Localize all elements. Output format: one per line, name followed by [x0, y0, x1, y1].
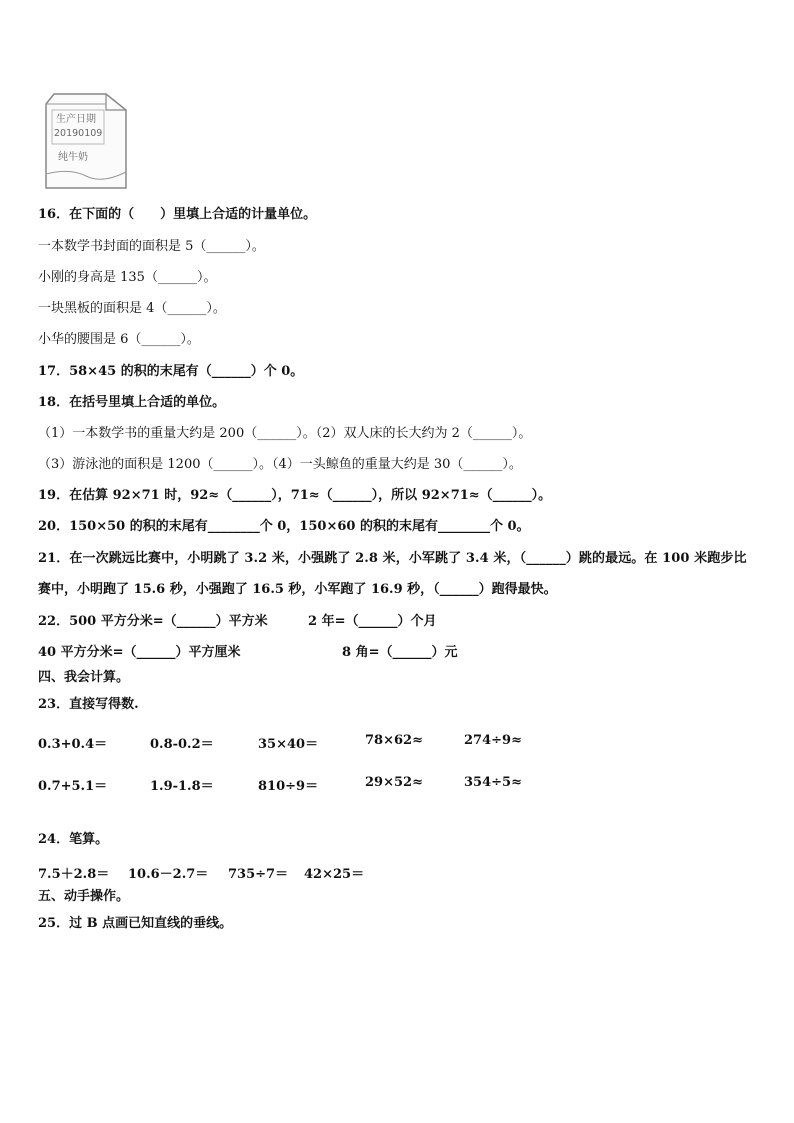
carton-text-1: 生产日期 — [56, 114, 96, 125]
q22-a: 22．500 平方分米=（______）平方米 — [38, 614, 268, 629]
q20: 20．150×50 的积的末尾有________个 0，150×60 的积的末尾有________个 0。 — [38, 519, 530, 534]
q21-line-2: 赛中，小明跑了 15.6 秒，小强跑了 16.5 秒，小军跑了 16.9 秒，（______）跑得最快。 — [38, 582, 557, 597]
q23-r1-c3: 35×40＝ — [258, 737, 319, 752]
q24-c4: 42×25＝ — [304, 867, 365, 882]
q22-b: 2 年=（______）个月 — [308, 614, 437, 629]
q16-item-2: 小刚的身高是 135（______）。 — [38, 270, 217, 285]
q24-c3: 735÷7＝ — [228, 867, 289, 882]
q23-r2-c5: 354÷5≈ — [464, 775, 522, 790]
q18-row-1: （1）一本数学书的重量大约是 200（______）。（2）双人床的长大约为 2（______）。 — [38, 426, 532, 441]
q23-r2-c3: 810÷9＝ — [258, 779, 319, 794]
carton-text-3: 纯牛奶 — [58, 152, 88, 163]
q23-r1-c2: 0.8-0.2＝ — [150, 737, 214, 752]
section-4-heading: 四、我会计算。 — [38, 670, 130, 685]
q23-r2-c4: 29×52≈ — [365, 775, 423, 790]
carton-text-2: 20190109 — [54, 128, 103, 139]
q18-row-2: （3）游泳池的面积是 1200（______）。（4）一头鲸鱼的重量大约是 30（______）。 — [38, 457, 522, 472]
q23-title: 23．直接写得数. — [38, 697, 139, 712]
milk-carton-image — [40, 92, 128, 192]
q16-title: 16．在下面的（ ）里填上合适的计量单位。 — [38, 207, 317, 222]
q23-r1-c1: 0.3+0.4＝ — [38, 737, 108, 752]
q22-d: 8 角=（______）元 — [342, 645, 458, 660]
q23-r1-c5: 274÷9≈ — [464, 733, 522, 748]
q18-title: 18．在括号里填上合适的单位。 — [38, 395, 226, 410]
q23-r1-c4: 78×62≈ — [365, 733, 423, 748]
section-5-heading: 五、动手操作。 — [38, 889, 130, 904]
q24-c1: 7.5＋2.8＝ — [38, 867, 110, 882]
q16-item-3: 一块黑板的面积是 4（______）。 — [38, 301, 226, 316]
q23-r2-c2: 1.9-1.8＝ — [150, 779, 214, 794]
q24-title: 24．笔算。 — [38, 832, 109, 847]
q19: 19．在估算 92×71 时，92≈（______），71≈（______），所以 92×71≈（______）。 — [38, 488, 552, 503]
q21-line-1: 21．在一次跳远比赛中，小明跳了 3.2 米，小强跳了 2.8 米，小军跳了 3.4 米，（______）跳的最远。在 100 米跑步比 — [38, 551, 747, 566]
q16-item-4: 小华的腰围是 6（______）。 — [38, 332, 200, 347]
q25: 25．过 B 点画已知直线的垂线。 — [38, 916, 233, 931]
q23-r2-c1: 0.7+5.1＝ — [38, 779, 108, 794]
q24-c2: 10.6－2.7＝ — [128, 867, 209, 882]
q22-c: 40 平方分米=（______）平方厘米 — [38, 645, 241, 660]
q17: 17．58×45 的积的末尾有（______）个 0。 — [38, 364, 304, 379]
q16-item-1: 一本数学书封面的面积是 5（______）。 — [38, 239, 265, 254]
